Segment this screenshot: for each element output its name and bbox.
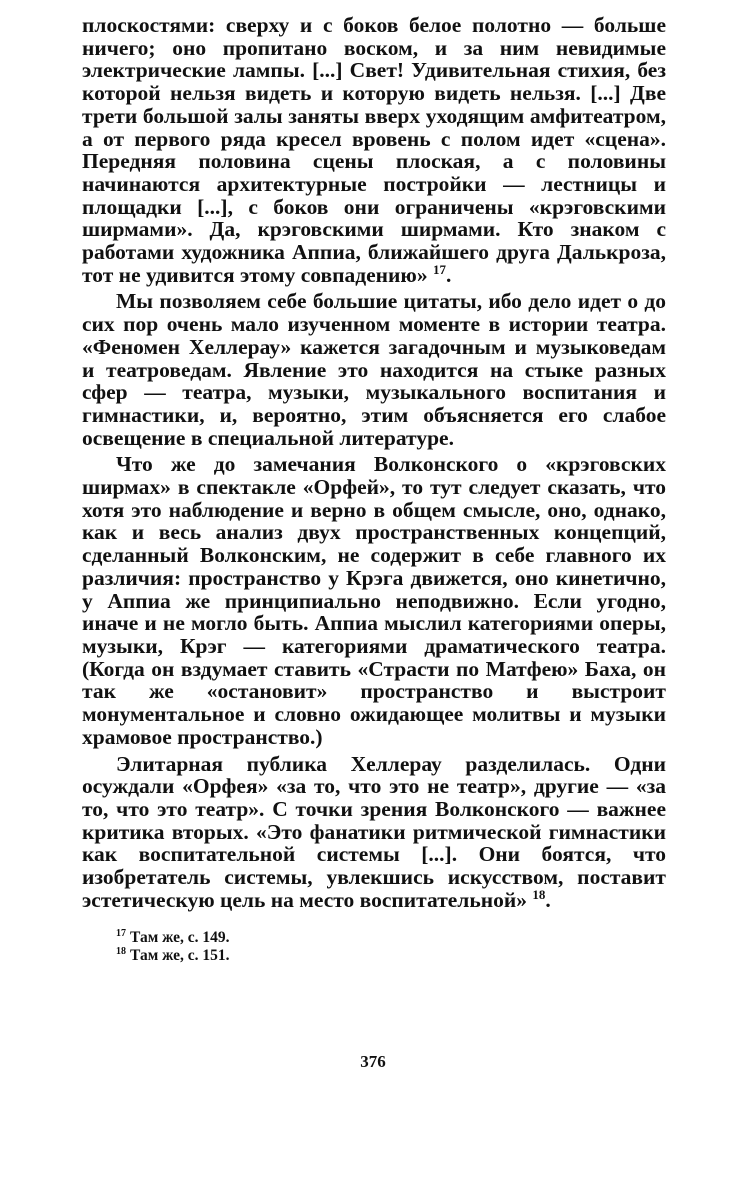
paragraph-3 (82, 453, 666, 748)
paragraph-4-tail: . (545, 887, 551, 912)
paragraph-2-text: Мы позволяем себе большие цитаты, ибо дело идет о до сих пор очень мало изученном моменте в истории театра. «Феномен Хеллерау» кажется загадочным и музыковедам и театроведам. Явление это находится на стыке разных сфер — театра, музыки, музыкального воспитания и гимнастики, и, вероятно, этим объясняется его слабое освещение в специальной литературе. (82, 289, 666, 450)
footnotes (82, 929, 666, 965)
paragraph-4 (82, 753, 666, 912)
footnote-18 (116, 947, 666, 965)
page-number: 376 (360, 1052, 386, 1071)
footnote-ref-18[interactable]: 18 (532, 886, 546, 902)
footnote-ref-17[interactable]: 17 (432, 261, 446, 277)
paragraph-2 (82, 290, 666, 449)
paragraph-3-text: Что же до замечания Волконского о «крэговских ширмах» в спектакле «Орфей», то тут следует сказать, что хотя это наблюдение и верно в общем смысле, оно, однако, как и весь анализ двух пространственных концепций, сделанный Волконским, не содержит в себе главного их различия: пространство у Крэга движется, оно кинетично, у Аппиа же принципиально неподвижно. Если угодно, иначе и не могло быть. Аппиа мыслил категориями оперы, музыки, Крэг — категориями драматического театра. (Когда он вздумает ставить «Страсти по Матфею» Баха, он так же «остановит» пространство и выстроит монументальное и словно ожидающее молитвы и музыки храмовое пространство.) (82, 452, 666, 749)
page-body (82, 14, 666, 965)
paragraph-4-text: Элитарная публика Хеллерау разделилась. Одни осуждали «Орфея» «за то, что это не театр», другие — «за то, что это театр». С точки зрения Волконского — важнее критика вторых. «Это фанатики ритмической гимнастики как воспитательной системы [...]. Они боятся, что изобретатель системы, увлекшись искусством, поставит эстетическую цель на место воспитательной» (82, 751, 666, 912)
paragraph-1-text: плоскостями: сверху и с боков белое полотно — больше ничего; оно пропитано воском, и за ним невидимые электрические лампы. [...] Свет! Удивительная стихия, без которой нельзя видеть и которую видеть нельзя. [...] Две трети большой залы заняты вверх уходящим амфитеатром, а от первого ряда кресел вровень с полом идет «сцена». Передняя половина сцены плоская, а с половины начинаются архитектурные постройки — лестницы и площадки [...], с боков они ограничены «крэговскими ширмами». Да, крэговскими ширмами. Кто знаком с работами художника Аппиа, ближайшего друга Далькроза, тот не удивится этому совпадению» (82, 13, 666, 287)
footnote-text: Там же, с. 151. (130, 947, 230, 965)
paragraph-1-tail: . (445, 262, 452, 287)
paragraph-1 (82, 14, 666, 286)
footnote-17 (116, 929, 666, 947)
footnote-number: 17 (116, 928, 126, 940)
footnote-text: Там же, с. 149. (130, 929, 230, 947)
footnote-number: 18 (116, 946, 126, 958)
